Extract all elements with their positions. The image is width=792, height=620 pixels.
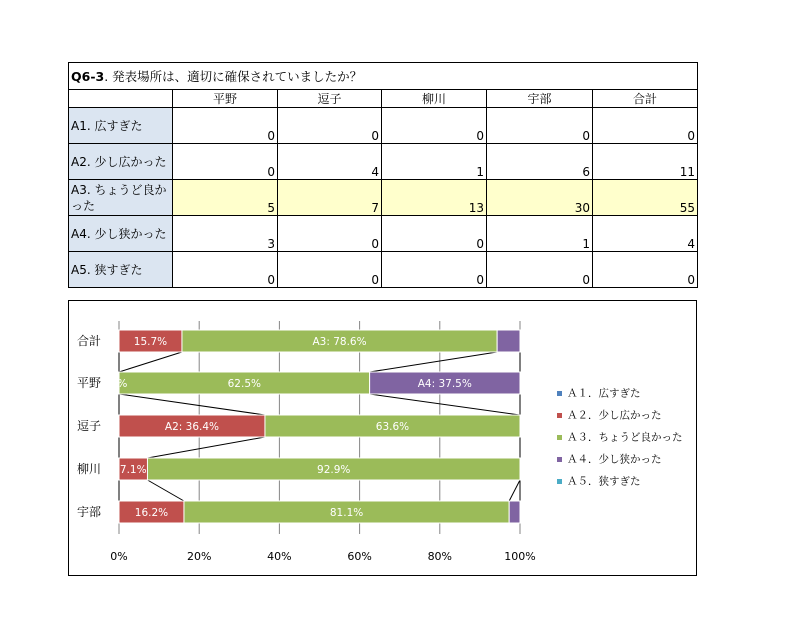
table-row xyxy=(69,108,698,144)
cell-value: 3 xyxy=(173,216,278,252)
data-label: 15.7% xyxy=(133,336,168,348)
legend-swatch xyxy=(557,413,562,418)
cell-value: 0 xyxy=(173,144,278,180)
chart-frame xyxy=(68,300,697,576)
series-line xyxy=(370,352,498,372)
table-row xyxy=(69,144,698,180)
column-header: 宇部 xyxy=(487,90,593,108)
cell-value: 0 xyxy=(278,252,382,288)
row-label: A5. 狭すぎた xyxy=(69,252,173,288)
data-label: A3: 78.6% xyxy=(312,336,367,348)
row-label: A1. 広すぎた xyxy=(69,108,173,144)
column-header: 合計 xyxy=(593,90,698,108)
category-label: 合計 xyxy=(76,334,101,348)
cell-value: 5 xyxy=(173,180,278,216)
category-label: 宇部 xyxy=(76,505,101,519)
table-row xyxy=(69,180,698,216)
cell-value: 0 xyxy=(278,108,382,144)
table-row xyxy=(69,216,698,252)
legend-swatch xyxy=(557,479,562,484)
cell-value: 6 xyxy=(487,144,593,180)
series-line xyxy=(119,352,182,372)
data-label: 0% xyxy=(110,378,128,390)
cell-value: 7 xyxy=(278,180,382,216)
data-label: 81.1% xyxy=(329,507,364,519)
cell-value: 0 xyxy=(382,108,487,144)
cell-value: 0 xyxy=(593,108,698,144)
legend-entry: Ａ３．ちょうど良かった xyxy=(567,431,683,444)
data-label: 92.9% xyxy=(317,464,351,476)
data-label: 7.1% xyxy=(119,464,147,476)
header-blank xyxy=(69,90,173,108)
cell-value: 55 xyxy=(593,180,698,216)
x-tick-label: 60% xyxy=(347,550,372,563)
x-tick-label: 100% xyxy=(504,550,536,563)
legend-entry: Ａ２．少し広かった xyxy=(567,409,662,422)
cell-value: 0 xyxy=(382,216,487,252)
cell-value: 11 xyxy=(593,144,698,180)
stacked-bar-chart xyxy=(69,301,696,575)
cell-value: 0 xyxy=(487,252,593,288)
cell-value: 0 xyxy=(278,216,382,252)
legend-entry: Ａ１．広すぎた xyxy=(567,387,641,400)
legend-swatch xyxy=(557,391,562,396)
category-label: 平野 xyxy=(76,376,101,390)
row-label: A2. 少し広かった xyxy=(69,144,173,180)
data-label: A2: 36.4% xyxy=(164,421,220,433)
cell-value: 0 xyxy=(382,252,487,288)
cell-value: 0 xyxy=(173,108,278,144)
cell-value: 1 xyxy=(382,144,487,180)
row-label: A3. ちょうど良かった xyxy=(69,180,173,216)
question-number: Q6-3 xyxy=(71,69,105,84)
data-label: 62.5% xyxy=(227,378,261,390)
legend-entry: Ａ４．少し狭かった xyxy=(567,453,662,466)
row-label: A4. 少し狭かった xyxy=(69,216,173,252)
cell-value: 1 xyxy=(487,216,593,252)
data-label: 63.6% xyxy=(375,421,410,433)
cell-value: 30 xyxy=(487,180,593,216)
series-line xyxy=(509,480,520,501)
column-header: 柳川 xyxy=(382,90,487,108)
survey-table xyxy=(68,62,698,288)
data-label: A4: 37.5% xyxy=(417,378,472,390)
series-line xyxy=(147,437,264,458)
bar-segment xyxy=(509,501,520,523)
category-label: 逗子 xyxy=(76,419,101,433)
cell-value: 4 xyxy=(278,144,382,180)
table-row xyxy=(69,252,698,288)
cell-value: 0 xyxy=(173,252,278,288)
question-title xyxy=(69,63,698,90)
data-label: 16.2% xyxy=(134,507,169,519)
column-header: 逗子 xyxy=(278,90,382,108)
legend-swatch xyxy=(557,435,562,440)
cell-value: 0 xyxy=(593,252,698,288)
x-tick-label: 0% xyxy=(110,550,128,563)
header-row xyxy=(69,90,698,108)
series-line xyxy=(119,394,265,415)
series-line xyxy=(147,480,183,501)
bar-segment xyxy=(497,330,520,352)
series-line xyxy=(370,394,520,415)
cell-value: 0 xyxy=(487,108,593,144)
column-header: 平野 xyxy=(173,90,278,108)
x-tick-label: 20% xyxy=(186,550,212,563)
question-text: . 発表場所は、適切に確保されていましたか？ xyxy=(104,69,363,84)
x-tick-label: 40% xyxy=(267,550,292,563)
cell-value: 13 xyxy=(382,180,487,216)
legend-entry: Ａ５．狭すぎた xyxy=(567,475,641,488)
x-tick-label: 80% xyxy=(427,550,453,563)
category-label: 柳川 xyxy=(76,462,101,476)
cell-value: 4 xyxy=(593,216,698,252)
legend-swatch xyxy=(557,457,562,462)
